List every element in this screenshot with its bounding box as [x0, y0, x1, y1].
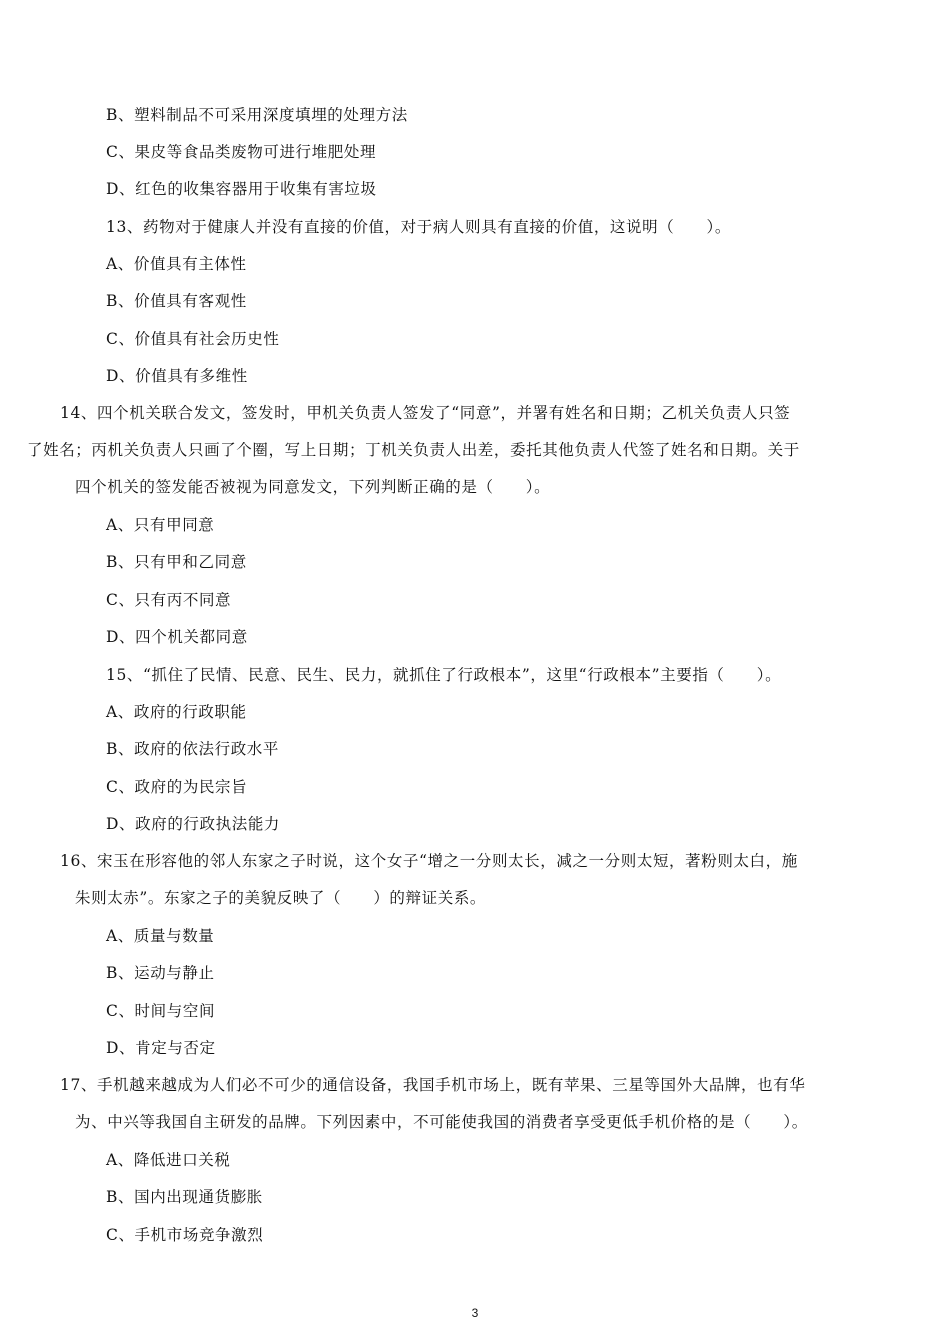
- question-stem-line: 17、手机越来越成为人们必不可少的通信设备，我国手机市场上，既有苹果、三星等国外大品牌，也有华: [60, 1076, 806, 1094]
- question-stem: 15、“抓住了民情、民意、民生、民力，就抓住了行政根本”，这里“行政根本”主要指（ ）。: [106, 666, 782, 684]
- question-stem-line: 为、中兴等我国自主研发的品牌。下列因素中，不可能使我国的消费者享受更低手机价格的是（ ）。: [75, 1113, 808, 1131]
- option-b: B、只有甲和乙同意: [106, 553, 247, 571]
- question-stem-line: 四个机关的签发能否被视为同意发文，下列判断正确的是（ ）。: [75, 478, 551, 496]
- option-d: D、价值具有多维性: [106, 367, 248, 385]
- option-a: A、价值具有主体性: [106, 255, 247, 273]
- option-c: C、时间与空间: [106, 1002, 216, 1020]
- option-d: D、四个机关都同意: [106, 628, 248, 646]
- page-number: 3: [471, 1306, 479, 1320]
- option-d: D、肯定与否定: [106, 1039, 216, 1057]
- option-c: C、只有丙不同意: [106, 591, 232, 609]
- option-c: C、价值具有社会历史性: [106, 330, 280, 348]
- option-c: C、手机市场竞争激烈: [106, 1226, 264, 1244]
- option-a: A、质量与数量: [106, 927, 215, 945]
- option-b: B、运动与静止: [106, 964, 215, 982]
- question-stem: 13、药物对于健康人并没有直接的价值，对于病人则具有直接的价值，这说明（ ）。: [106, 218, 731, 236]
- option-b: B、政府的依法行政水平: [106, 740, 279, 758]
- option-b: B、塑料制品不可采用深度填埋的处理方法: [106, 106, 408, 124]
- option-b: B、国内出现通货膨胀: [106, 1188, 263, 1206]
- question-stem-line: 了姓名；丙机关负责人只画了个圈，写上日期；丁机关负责人出差，委托其他负责人代签了姓名和日期。关于: [27, 441, 800, 459]
- question-stem-line: 朱则太赤”。东家之子的美貌反映了（ ）的辩证关系。: [75, 889, 487, 907]
- option-d: D、政府的行政执法能力: [106, 815, 281, 833]
- option-a: A、只有甲同意: [106, 516, 215, 534]
- option-b: B、价值具有客观性: [106, 292, 247, 310]
- option-a: A、降低进口关税: [106, 1151, 231, 1169]
- option-d: D、红色的收集容器用于收集有害垃圾: [106, 180, 377, 198]
- option-c: C、政府的为民宗旨: [106, 778, 248, 796]
- option-c: C、果皮等食品类废物可进行堆肥处理: [106, 143, 377, 161]
- question-stem-line: 16、宋玉在形容他的邻人东家之子时说，这个女子“增之一分则太长，减之一分则太短，著粉则太白，施: [60, 852, 798, 870]
- option-a: A、政府的行政职能: [106, 703, 247, 721]
- question-stem-line: 14、四个机关联合发文，签发时，甲机关负责人签发了“同意”，并署有姓名和日期；乙机关负责人只签: [60, 404, 791, 422]
